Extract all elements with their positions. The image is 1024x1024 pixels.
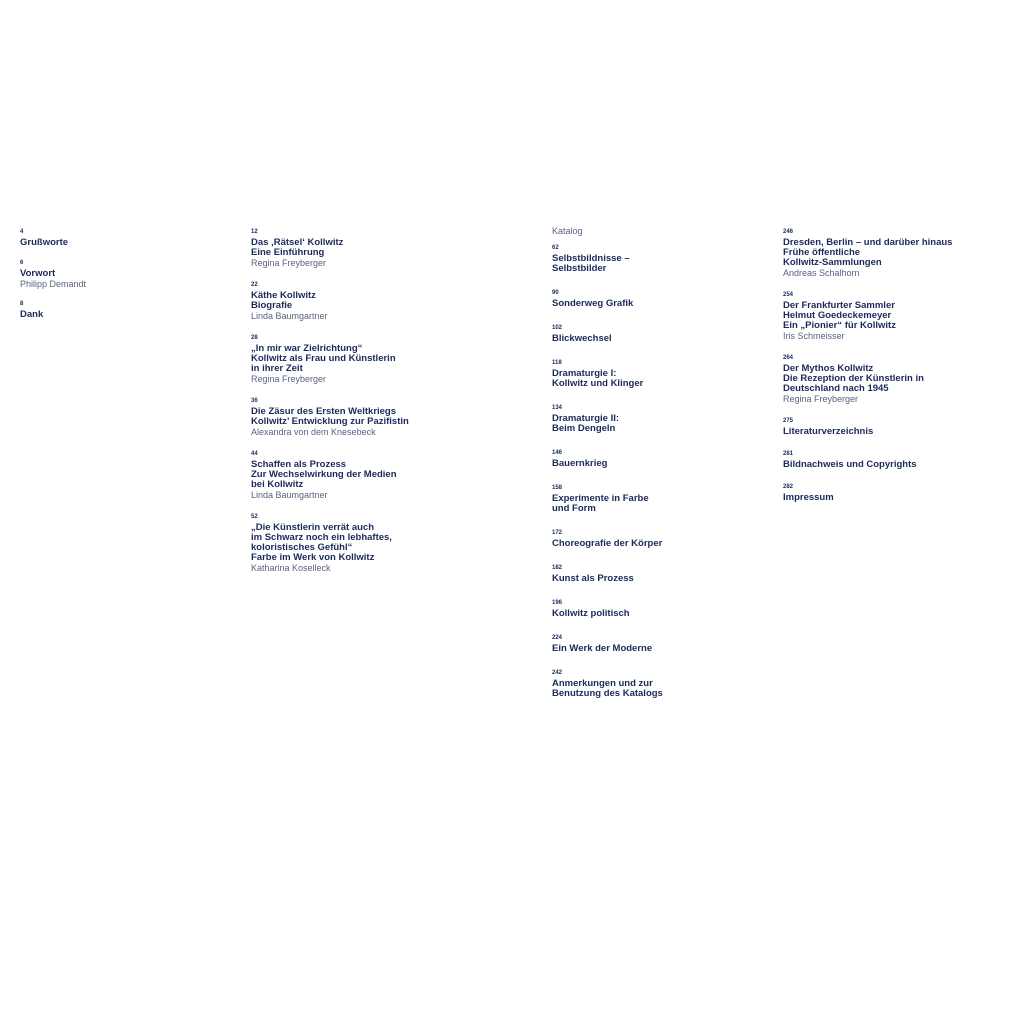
toc-column-front-matter [20, 228, 230, 331]
entry-author: Regina Freyberger [251, 258, 327, 268]
page-number: 224 [552, 635, 563, 641]
page-number: 182 [552, 565, 563, 571]
entry-title: Der Frankfurter Sammler Helmut Goedeckemeyer Ein „Pionier“ für Kollwitz [783, 300, 896, 331]
toc-entry[interactable] [552, 404, 772, 434]
toc-entry[interactable] [552, 449, 772, 469]
page-number: 44 [251, 451, 258, 457]
toc-entry[interactable] [552, 324, 772, 344]
toc-entry[interactable] [783, 291, 1013, 341]
page-number: 264 [783, 355, 794, 361]
entry-title: Blickwechsel [552, 333, 612, 344]
entry-title: Literaturverzeichnis [783, 426, 874, 437]
page-number: 146 [552, 450, 563, 456]
page-number: 8 [20, 301, 24, 307]
entry-title: Die Zäsur des Ersten Weltkriegs Kollwitz’ Entwicklung zur Pazifistin [251, 406, 409, 427]
toc-entry[interactable] [552, 634, 772, 654]
toc-column-catalog [552, 228, 772, 714]
entry-title: Dresden, Berlin – und darüber hinaus Frühe öffentliche Kollwitz-Sammlungen [783, 237, 953, 268]
toc-entry[interactable] [251, 397, 531, 437]
entry-title: Der Mythos Kollwitz Die Rezeption der Künstlerin in Deutschland nach 1945 [783, 363, 924, 394]
page-number: 6 [20, 260, 24, 266]
entry-author: Linda Baumgartner [251, 311, 328, 321]
toc-entry[interactable] [20, 300, 230, 320]
entry-title: „Die Künstlerin verrät auch im Schwarz noch ein lebhaftes, koloristisches Gefühl“ Farbe im Werk von Kollwitz [251, 522, 392, 563]
page-number: 282 [783, 484, 794, 490]
entry-title: Bildnachweis und Copyrights [783, 459, 917, 470]
entry-author: Regina Freyberger [783, 394, 859, 404]
toc-entry[interactable] [20, 259, 230, 289]
entry-title: Dramaturgie II: Beim Dengeln [552, 413, 620, 434]
page-number: 242 [552, 670, 563, 676]
toc-column-essays [251, 228, 531, 586]
toc-entry[interactable] [783, 483, 1013, 503]
entry-author: Iris Schmeisser [783, 331, 845, 341]
toc-entry[interactable] [552, 484, 772, 514]
toc-entry[interactable] [251, 281, 531, 321]
toc-entry[interactable] [251, 228, 531, 268]
entry-author: Philipp Demandt [20, 279, 87, 289]
entry-title: Selbstbildnisse – Selbstbilder [552, 253, 630, 274]
entry-title: Kollwitz politisch [552, 608, 630, 619]
page-number: 196 [552, 600, 563, 606]
section-label-katalog: Katalog [552, 226, 583, 236]
page-number: 134 [552, 405, 563, 411]
toc-entry[interactable] [552, 289, 772, 309]
toc-column-appendix [783, 228, 1013, 516]
entry-author: Linda Baumgartner [251, 490, 328, 500]
page-number: 172 [552, 530, 563, 536]
entry-title: Käthe Kollwitz Biografie [251, 290, 316, 311]
toc-entry[interactable] [783, 450, 1013, 470]
entry-title: Choreografie der Körper [552, 538, 663, 549]
page-number: 28 [251, 335, 258, 341]
entry-title: Grußworte [20, 237, 69, 248]
entry-title: Impressum [783, 492, 834, 503]
entry-title: Ein Werk der Moderne [552, 643, 653, 654]
page-number: 4 [20, 229, 24, 235]
toc-entry[interactable] [552, 244, 772, 274]
entry-title: Das ‚Rätsel‘ Kollwitz Eine Einführung [251, 237, 344, 258]
page-number: 102 [552, 325, 563, 331]
entry-author: Alexandra von dem Knesebeck [251, 427, 376, 437]
toc-entry[interactable] [552, 599, 772, 619]
toc-entry[interactable] [783, 354, 1013, 404]
page-number: 246 [783, 229, 794, 235]
page-number: 52 [251, 514, 258, 520]
page-number: 158 [552, 485, 563, 491]
entry-title: Sonderweg Grafik [552, 298, 634, 309]
page-number: 22 [251, 282, 258, 288]
entry-title: Vorwort [20, 268, 56, 279]
entry-title: „In mir war Zielrichtung“ Kollwitz als Frau und Künstlerin in ihrer Zeit [251, 343, 396, 374]
entry-author: Regina Freyberger [251, 374, 327, 384]
toc-entry[interactable] [783, 228, 1013, 278]
entry-title: Bauernkrieg [552, 458, 608, 469]
entry-title: Dank [20, 309, 44, 320]
page-number: 254 [783, 292, 794, 298]
entry-author: Katharina Koselleck [251, 563, 331, 573]
entry-title: Schaffen als Prozess Zur Wechselwirkung der Medien bei Kollwitz [251, 459, 397, 490]
page-number: 281 [783, 451, 794, 457]
entry-title: Anmerkungen und zur Benutzung des Katalogs [552, 678, 663, 699]
entry-author: Andreas Schalhorn [783, 268, 860, 278]
toc-entry[interactable] [552, 669, 772, 699]
page-number: 62 [552, 245, 559, 251]
toc-entry[interactable] [251, 334, 531, 384]
page-number: 275 [783, 418, 794, 424]
toc-entry[interactable] [20, 228, 230, 248]
toc-entry[interactable] [783, 417, 1013, 437]
page-number: 36 [251, 398, 258, 404]
toc-entry[interactable] [251, 450, 531, 500]
entry-title: Dramaturgie I: Kollwitz und Klinger [552, 368, 644, 389]
page-number: 90 [552, 290, 559, 296]
toc-entry[interactable] [251, 513, 531, 573]
toc-entry[interactable] [552, 359, 772, 389]
toc-entry[interactable] [552, 529, 772, 549]
toc-entry[interactable] [552, 564, 772, 584]
page-number: 12 [251, 229, 258, 235]
entry-title: Experimente in Farbe und Form [552, 493, 649, 514]
page-number: 118 [552, 360, 562, 366]
entry-title: Kunst als Prozess [552, 573, 634, 584]
